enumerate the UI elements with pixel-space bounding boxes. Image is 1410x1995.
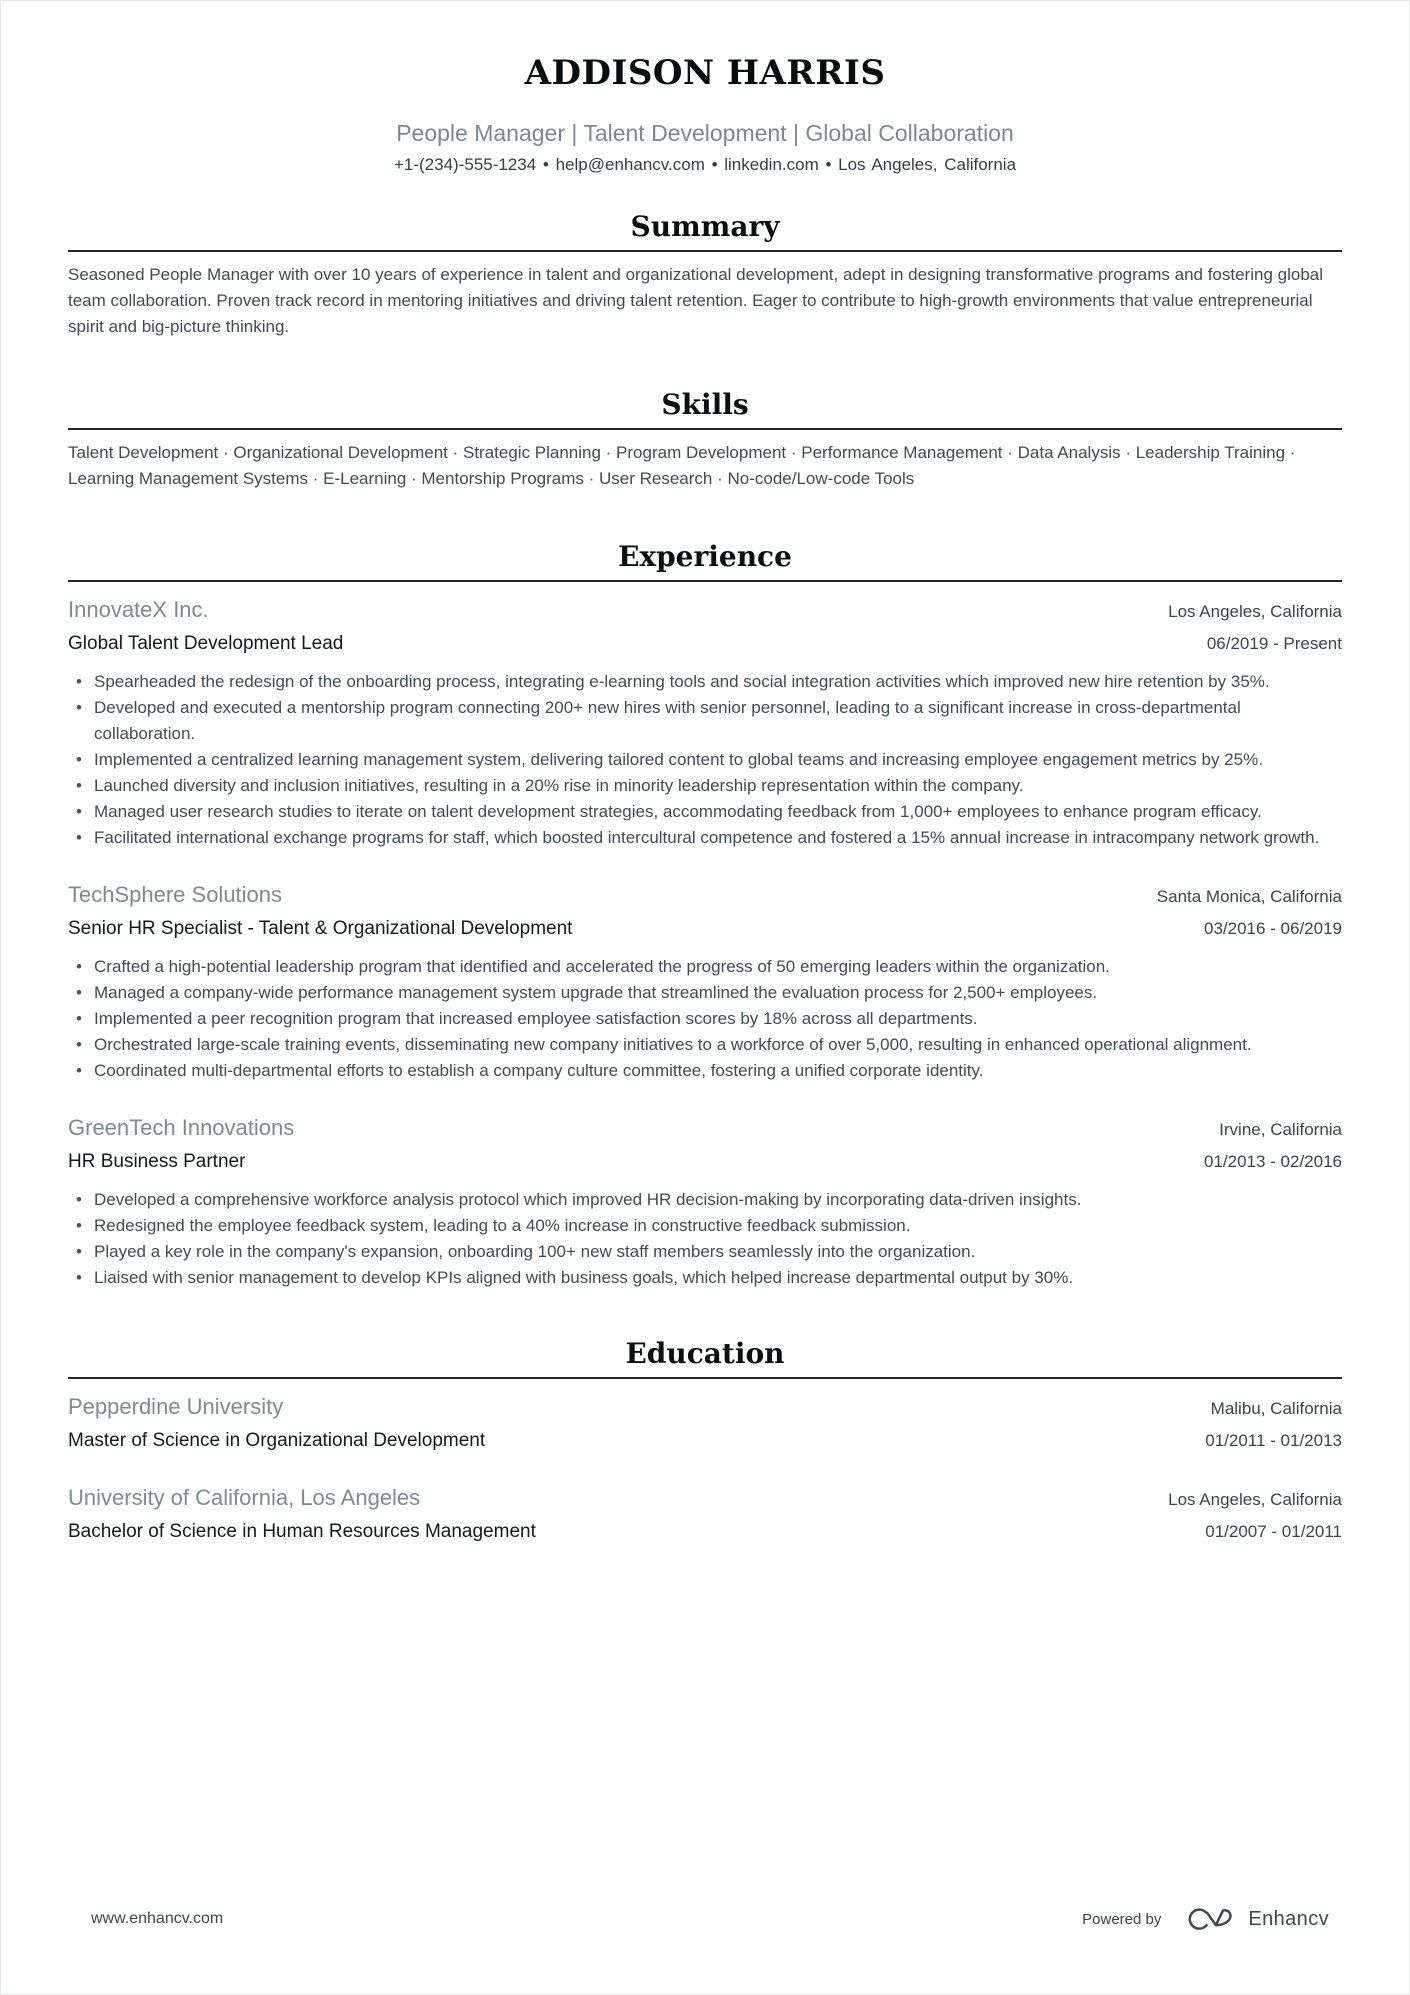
achievement-list <box>68 1187 1342 1291</box>
skills-heading: Skills <box>661 388 749 421</box>
achievement-item: • Facilitated international exchange programs for staff, which boosted intercultural competence and fostered a 15% annual increase in intracompany network growth. <box>68 825 1342 851</box>
education-entry <box>68 1393 1342 1454</box>
achievement-item: • Managed user research studies to iterate on talent development strategies, accommodating feedback from 1,000+ employees to enhance program efficacy. <box>68 799 1342 825</box>
summary-text: Seasoned People Manager with over 10 years of experience in talent and organizational development, adept in designing transformative programs and fostering global team collaboration. Proven track record in mentoring initiatives and driving talent retention. Eager to contribute to high-growth environments that value entrepreneurial spirit and big-picture thinking. <box>68 265 1324 336</box>
school-name: University of California, Los Angeles <box>68 1485 421 1510</box>
page-footer <box>91 1906 1329 1932</box>
section-divider <box>68 428 1342 430</box>
achievement-item: • Developed a comprehensive workforce analysis protocol which improved HR decision-making by incorporating data-driven insights. <box>68 1187 1342 1213</box>
entry-dates: 01/2007 - 01/2011 <box>1205 1522 1342 1541</box>
person-name: ADDISON HARRIS <box>524 53 886 93</box>
job-title: Senior HR Specialist - Talent & Organizational Development <box>68 918 573 939</box>
brand-name: Enhancv <box>1248 1907 1329 1930</box>
achievement-list <box>68 954 1342 1084</box>
degree-title: Master of Science in Organizational Development <box>68 1430 486 1451</box>
achievement-item: • Coordinated multi-departmental efforts to establish a company culture committee, fostering a unified corporate identity. <box>68 1058 1342 1084</box>
achievement-item: • Orchestrated large-scale training events, disseminating new company initiatives to a workforce of over 5,000, resulting in enhanced operational alignment. <box>68 1032 1342 1058</box>
school-name: Pepperdine University <box>68 1394 284 1419</box>
job-title: HR Business Partner <box>68 1151 246 1172</box>
section-summary <box>68 212 1342 340</box>
powered-by-group <box>1082 1906 1329 1932</box>
entry-dates: 01/2013 - 02/2016 <box>1203 1152 1342 1171</box>
company-name: GreenTech Innovations <box>68 1115 295 1140</box>
job-title: Global Talent Development Lead <box>68 633 344 654</box>
section-skills <box>68 390 1342 492</box>
entry-location: Irvine, California <box>1219 1120 1342 1139</box>
entry-location: Malibu, California <box>1210 1399 1342 1418</box>
achievement-item: • Managed a company-wide performance management system upgrade that streamlined the evaluation process for 2,500+ employees. <box>68 980 1342 1006</box>
entry-dates: 06/2019 - Present <box>1206 634 1342 653</box>
powered-by-label: Powered by <box>1082 1910 1162 1928</box>
section-divider <box>68 1377 1342 1379</box>
company-name: TechSphere Solutions <box>68 882 283 907</box>
achievement-item: • Liaised with senior management to develop KPIs aligned with business goals, which helped increase departmental output by 30%. <box>68 1265 1342 1291</box>
experience-heading: Experience <box>618 540 792 573</box>
achievement-item: • Implemented a peer recognition program that increased employee satisfaction scores by 18% across all departments. <box>68 1006 1342 1032</box>
experience-entry <box>68 1114 1342 1291</box>
person-headline: People Manager | Talent Development | Global Collaboration <box>396 120 1014 146</box>
skills-list: Talent Development · Organizational Development · Strategic Planning · Program Development · Performance Management · Data Analysis · Leadership Training · Learning Management Systems · E-Learning · Mentorship Programs · User Research · No-code/Low-code Tools <box>68 443 1296 488</box>
company-name: InnovateX Inc. <box>68 597 209 622</box>
section-divider <box>68 580 1342 582</box>
experience-entry <box>68 881 1342 1084</box>
achievement-item: • Redesigned the employee feedback system, leading to a 40% increase in constructive feedback submission. <box>68 1213 1342 1239</box>
education-heading: Education <box>625 1337 785 1370</box>
experience-entry <box>68 596 1342 851</box>
summary-heading: Summary <box>630 210 780 243</box>
achievement-item: • Played a key role in the company's expansion, onboarding 100+ new staff members seamlessly into the organization. <box>68 1239 1342 1265</box>
website-link: www.enhancv.com <box>91 1910 224 1927</box>
achievement-item: • Developed and executed a mentorship program connecting 200+ new hires with senior personnel, leading to a significant increase in cross-departmental collaboration. <box>68 695 1342 747</box>
section-education <box>68 1339 1342 1545</box>
entry-location: Los Angeles, California <box>1168 602 1342 621</box>
entry-location: Los Angeles, California <box>1168 1490 1342 1509</box>
achievement-item: • Implemented a centralized learning management system, delivering tailored content to global teams and increasing employee engagement metrics by 25%. <box>68 747 1342 773</box>
entry-dates: 01/2011 - 01/2013 <box>1205 1431 1342 1450</box>
entry-location: Santa Monica, California <box>1156 887 1342 906</box>
education-entry <box>68 1484 1342 1545</box>
entry-dates: 03/2016 - 06/2019 <box>1203 919 1342 938</box>
achievement-item: • Crafted a high-potential leadership program that identified and accelerated the progress of 50 emerging leaders within the organization. <box>68 954 1342 980</box>
achievement-item: • Launched diversity and inclusion initiatives, resulting in a 20% rise in minority leadership representation within the company. <box>68 773 1342 799</box>
section-divider <box>68 250 1342 252</box>
section-experience <box>68 542 1342 1291</box>
achievement-list <box>68 669 1342 851</box>
achievement-item: • Spearheaded the redesign of the onboarding process, integrating e-learning tools and social integration activities which improved new hire retention by 35%. <box>68 669 1342 695</box>
contact-line: +1-(234)-555-1234 • help@enhancv.com • linkedin.com • Los Angeles, California <box>393 155 1017 174</box>
resume-content <box>1 53 1409 1545</box>
enhancv-logo-icon <box>1187 1906 1234 1932</box>
degree-title: Bachelor of Science in Human Resources Management <box>68 1521 536 1542</box>
